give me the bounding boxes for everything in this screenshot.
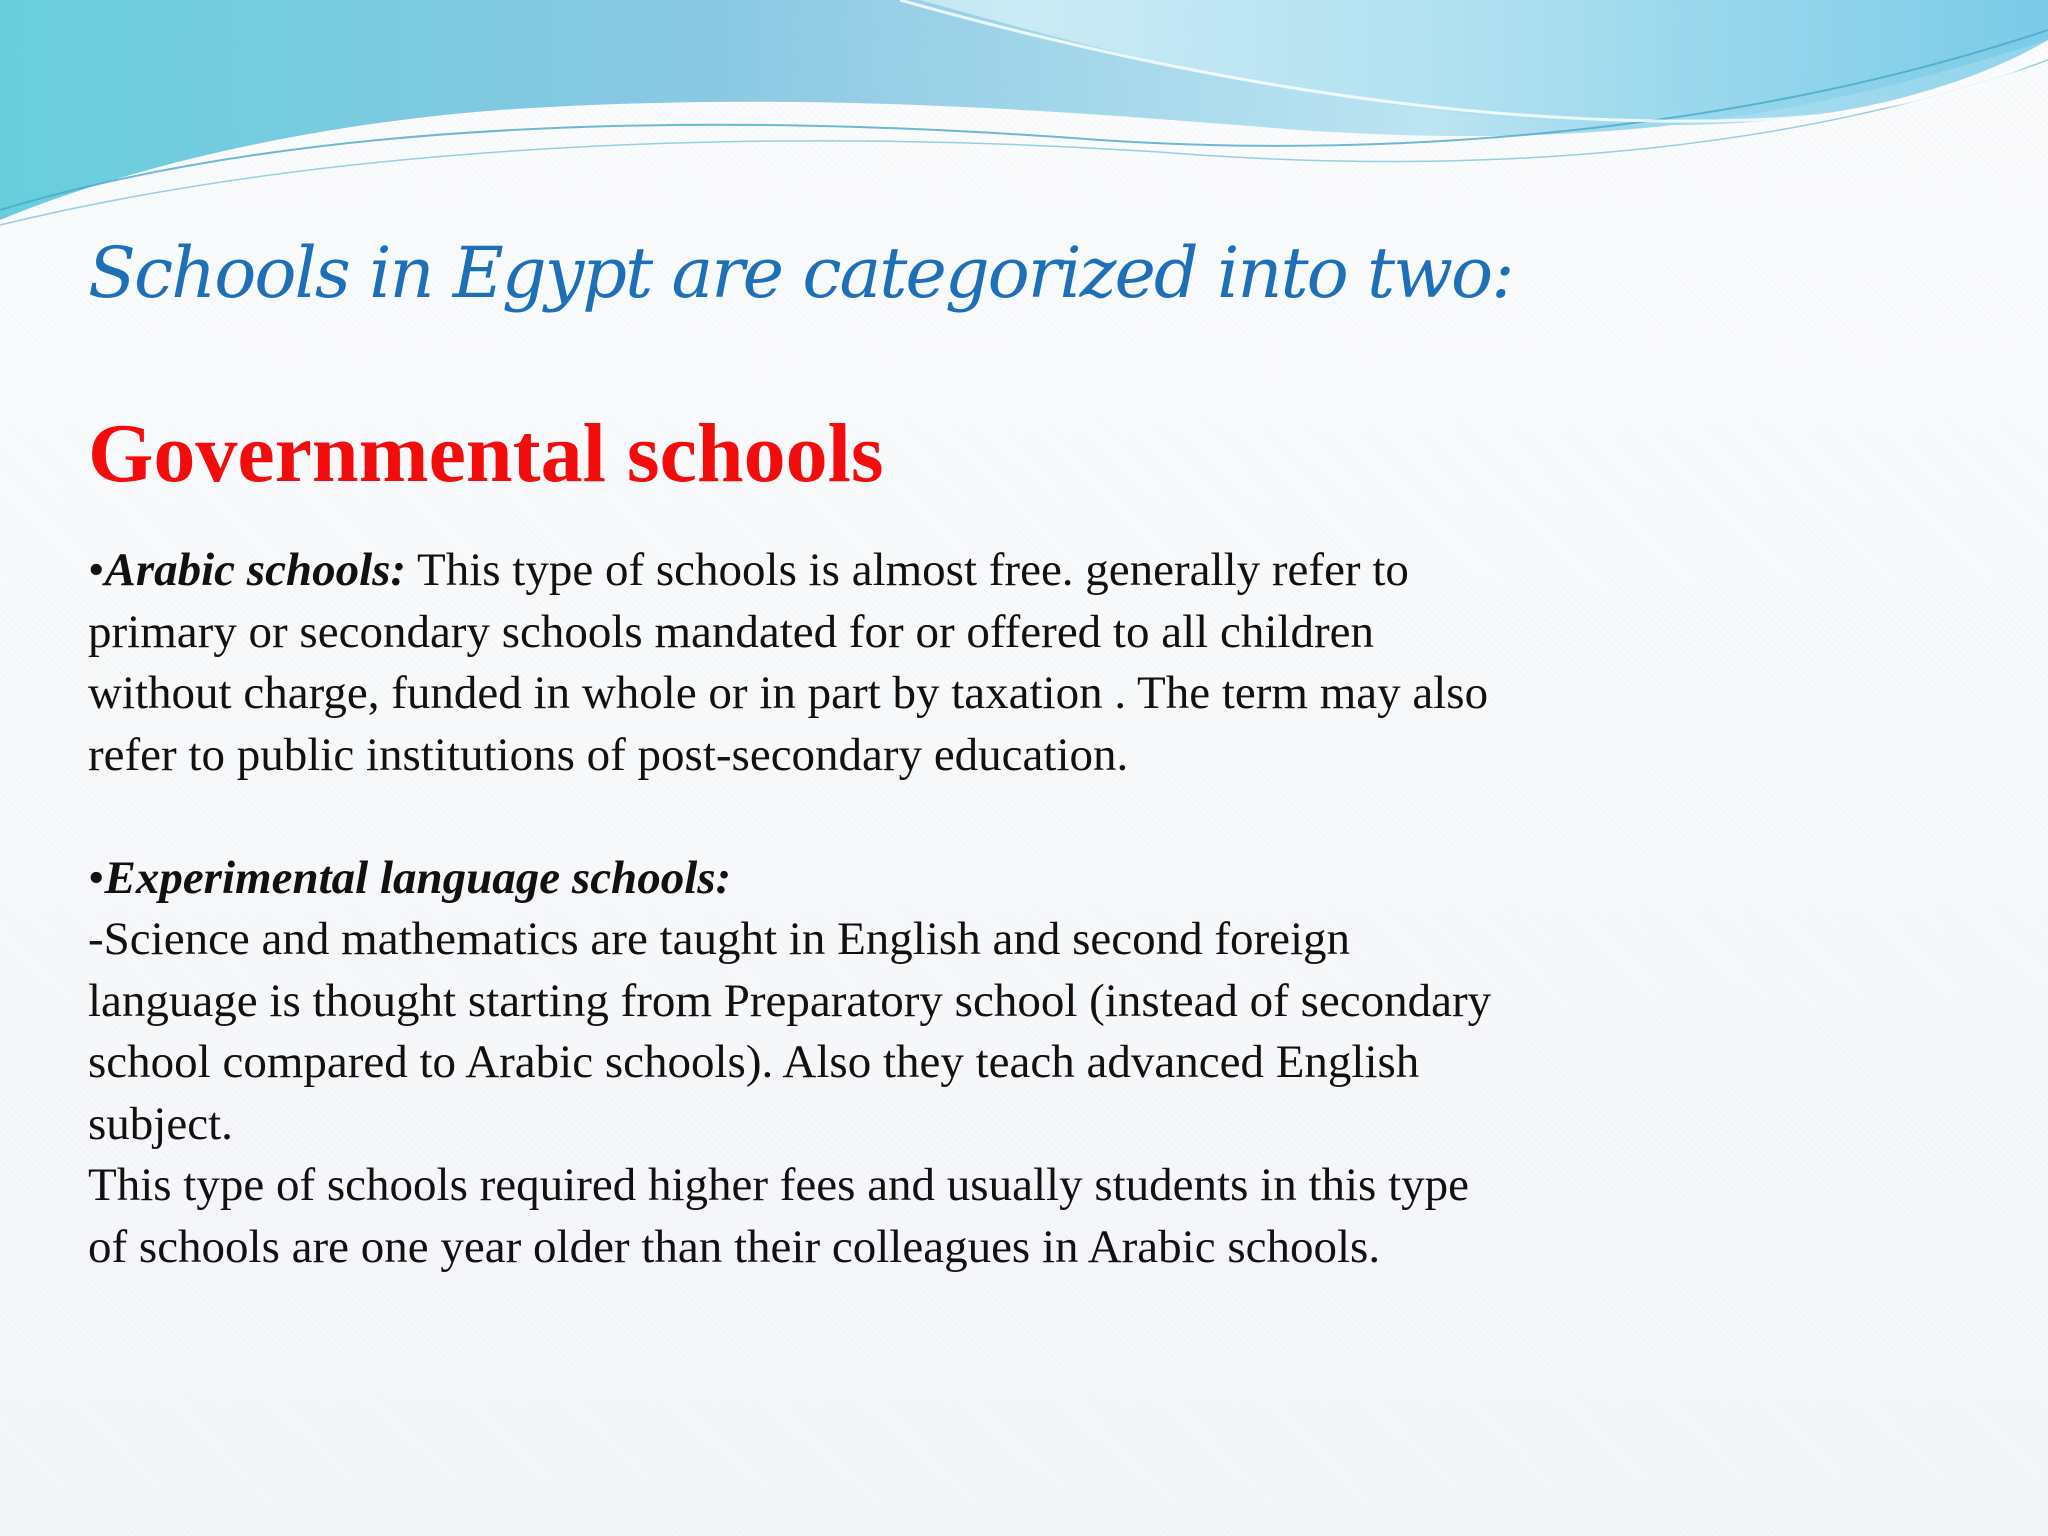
body-line: language is thought starting from Preparatory school (instead of secondary: [88, 974, 1492, 1027]
bullet: •: [88, 851, 105, 904]
body-line: primary or secondary schools mandated for or offered to all children: [88, 605, 1374, 658]
body-line: -Science and mathematics are taught in English and second foreign: [88, 913, 1351, 965]
body-line: school compared to Arabic schools). Also they teach advanced English: [88, 1036, 1420, 1088]
bullet: •: [88, 544, 105, 596]
body-line: subject.: [88, 1097, 233, 1150]
slide-body: [88, 540, 1788, 1278]
header-wave-decoration: [0, 0, 2048, 240]
experimental-schools-heading-line: [88, 848, 1788, 910]
body-line: This type of schools required higher fees and usually students in this type: [88, 1159, 1470, 1211]
arabic-schools-text: This type of schools is almost free. generally refer to: [406, 544, 1409, 596]
slide-title: Schools in Egypt are categorized into two:: [88, 232, 1513, 314]
spacer: [88, 786, 1788, 848]
body-line: without charge, funded in whole or in part by taxation . The term may also: [88, 667, 1489, 719]
body-line: of schools are one year older than their colleagues in Arabic schools.: [88, 1220, 1381, 1273]
body-line: refer to public institutions of post-secondary education.: [88, 728, 1129, 781]
arabic-schools-first-line: [88, 540, 1788, 602]
arabic-schools-label: Arabic schools:: [104, 544, 407, 596]
experimental-schools-label: Experimental language schools:: [104, 851, 732, 904]
section-heading: Governmental schools: [88, 407, 884, 500]
